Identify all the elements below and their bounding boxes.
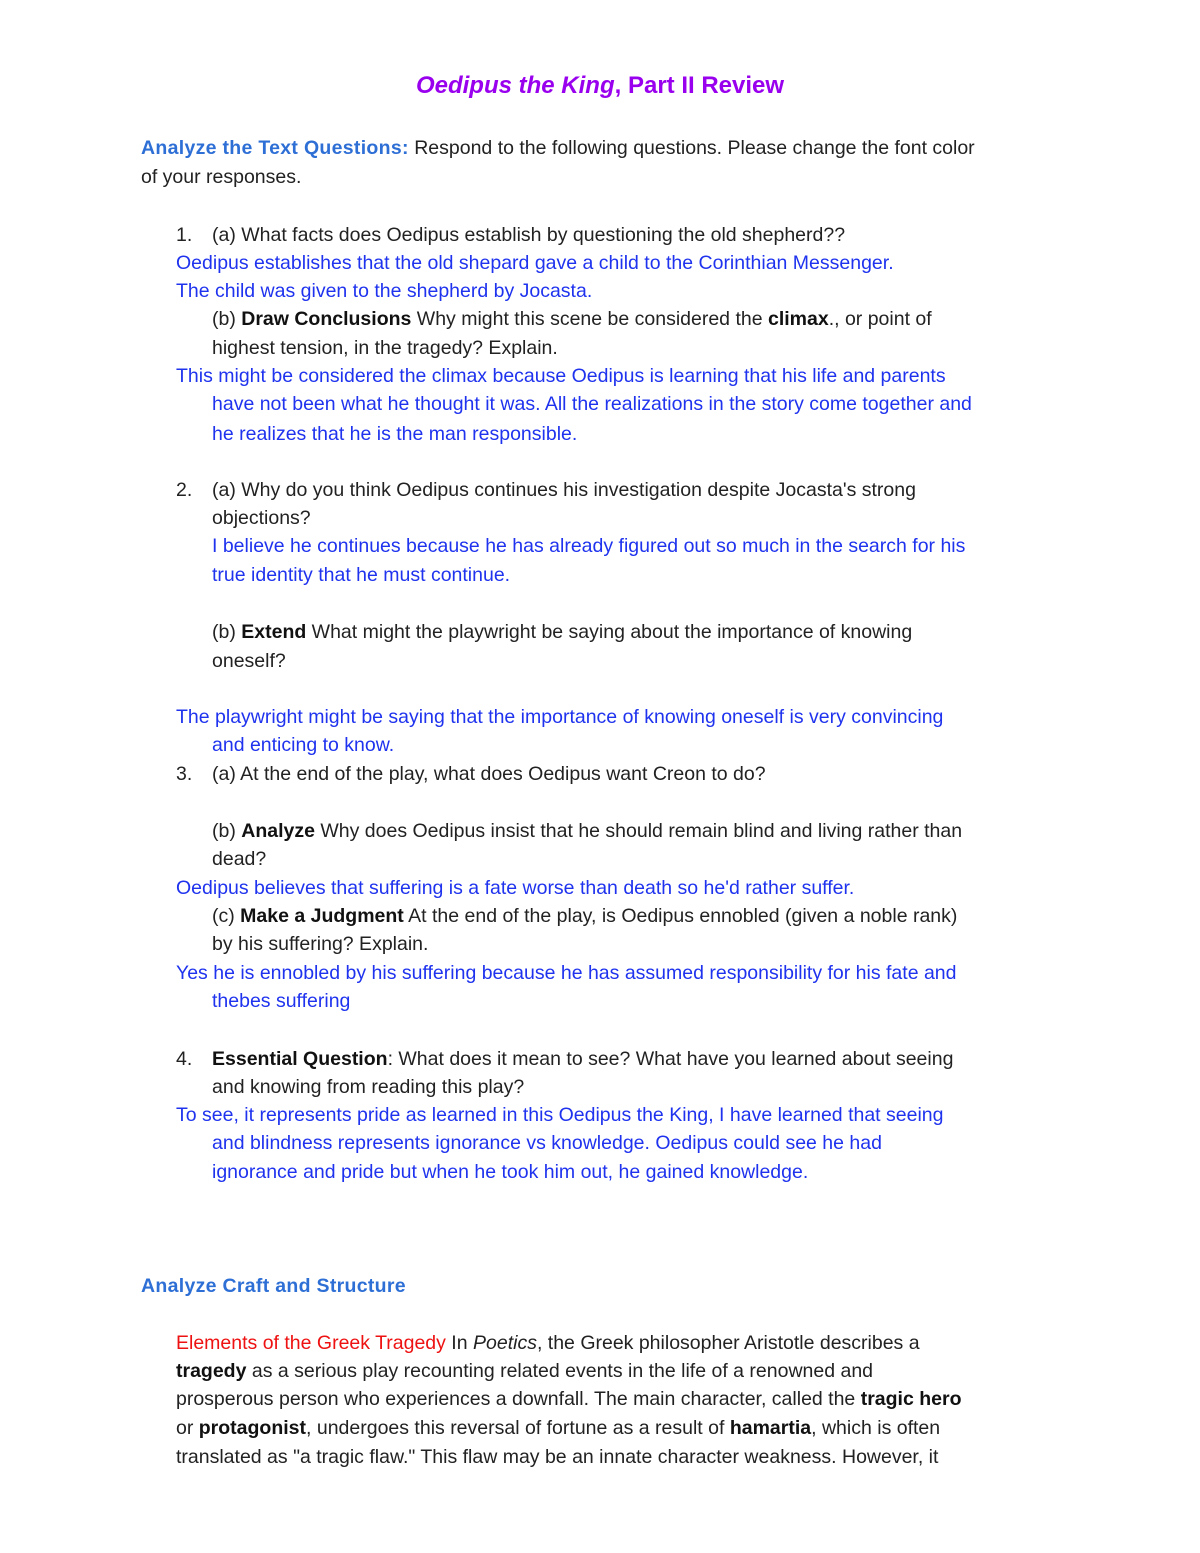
q2-b-answer-2: and enticing to know. <box>212 734 395 756</box>
intro-line-1 <box>141 139 975 159</box>
analyze-craft-heading: Analyze Craft and Structure <box>141 1275 406 1297</box>
q1-b-answer-2: have not been what he thought it was. All the realizations in the story come together and <box>212 393 972 415</box>
protagonist-term: protagonist <box>198 1417 307 1439</box>
make-a-judgment-label: Make a Judgment <box>240 905 404 927</box>
q4-answer-2: and blindness represents ignorance vs knowledge. Oedipus could see he had <box>212 1132 882 1154</box>
craft-paragraph-line-1: Elements of the Greek Tragedy In Poetics, the Greek philosopher Aristotle describes a <box>176 1332 920 1354</box>
essential-question-label: Essential Question <box>212 1048 388 1070</box>
craft-paragraph-line-2: tragedy as a serious play recounting related events in the life of a renowned and <box>176 1360 874 1382</box>
q2-a-question-1: 2. (a) Why do you think Oedipus continues his investigation despite Jocasta's strong <box>176 479 916 501</box>
q1-a-answer-1: Oedipus establishes that the old shepard gave a child to the Corinthian Messenger. <box>176 252 894 274</box>
title-rest: , Part II Review <box>614 72 785 99</box>
q1-b-answer-1: This might be considered the climax because Oedipus is learning that his life and parents <box>176 365 946 387</box>
elements-greek-tragedy-label: Elements of the Greek Tragedy <box>176 1332 446 1354</box>
q1-b-answer-3: he realizes that he is the man responsible. <box>212 423 578 445</box>
extend-label: Extend <box>241 621 307 643</box>
page-title <box>0 74 1200 98</box>
q3-c-answer-1: Yes he is ennobled by his suffering because he has assumed responsibility for his fate and <box>176 962 957 984</box>
hamartia-term: hamartia <box>729 1417 812 1439</box>
q3-b-question-2: dead? <box>212 848 267 870</box>
q4-number: 4. <box>176 1048 193 1070</box>
q3-b-answer: Oedipus believes that suffering is a fate worse than death so he'd rather suffer. <box>176 877 855 899</box>
q3-a-question: 3. (a) At the end of the play, what does Oedipus want Creon to do? <box>176 763 766 785</box>
q2-b-question-2: oneself? <box>212 650 286 672</box>
craft-paragraph-line-5: translated as "a tragic flaw." This flaw may be an innate character weakness. However, it <box>176 1446 939 1468</box>
q2-a-question-2: objections? <box>212 507 311 529</box>
q4-answer-3: ignorance and pride but when he took him out, he gained knowledge. <box>212 1161 809 1183</box>
q2-a-answer-2: true identity that he must continue. <box>212 564 511 586</box>
analyze-label: Analyze <box>241 820 315 842</box>
q3-c-answer-2: thebes suffering <box>212 990 351 1012</box>
tragedy-term: tragedy <box>176 1360 247 1382</box>
q3-c-question-1: (c) Make a Judgment At the end of the play, is Oedipus ennobled (given a noble rank) <box>212 905 958 927</box>
q2-b-question-1: (b) Extend What might the playwright be saying about the importance of knowing <box>212 621 913 643</box>
q3-number: 3. <box>176 763 193 785</box>
q4-question-2: and knowing from reading this play? <box>212 1076 525 1098</box>
draw-conclusions-label: Draw Conclusions <box>241 308 412 330</box>
poetics-title: Poetics <box>473 1332 537 1354</box>
q3-b-question-1: (b) Analyze Why does Oedipus insist that he should remain blind and living rather than <box>212 820 963 842</box>
q1-number: 1. <box>176 224 193 246</box>
title-italic: Oedipus the King <box>415 72 615 99</box>
tragic-hero-term: tragic hero <box>860 1388 962 1410</box>
q2-a-answer-1: I believe he continues because he has already figured out so much in the search for his <box>212 535 966 557</box>
q1-a-question <box>176 226 845 246</box>
craft-paragraph-line-4: or protagonist, undergoes this reversal of fortune as a result of hamartia, which is often <box>176 1417 941 1439</box>
q2-number: 2. <box>176 479 193 501</box>
q1-b-question-1: (b) Draw Conclusions Why might this scene be considered the climax., or point of <box>212 308 932 330</box>
q4-answer-1: To see, it represents pride as learned in this Oedipus the King, I have learned that seeing <box>176 1104 944 1126</box>
q1-a-text: (a) What facts does Oedipus establish by questioning the old shepherd?? <box>212 224 846 246</box>
analyze-text-heading: Analyze the Text Questions: <box>141 137 409 159</box>
q1-b-question-2: highest tension, in the tragedy? Explain. <box>212 337 558 359</box>
q1-a-answer-2: The child was given to the shepherd by Jocasta. <box>176 280 593 302</box>
intro-text-1: Respond to the following questions. Please change the font color <box>408 137 975 159</box>
climax-term: climax <box>767 308 829 330</box>
q2-b-answer-1: The playwright might be saying that the importance of knowing oneself is very convincing <box>176 706 944 728</box>
intro-line-2: of your responses. <box>141 166 302 188</box>
q3-c-question-2: by his suffering? Explain. <box>212 933 429 955</box>
q4-question-1: 4. Essential Question: What does it mean to see? What have you learned about seeing <box>176 1048 954 1070</box>
craft-paragraph-line-3: prosperous person who experiences a downfall. The main character, called the tragic hero <box>176 1388 962 1410</box>
